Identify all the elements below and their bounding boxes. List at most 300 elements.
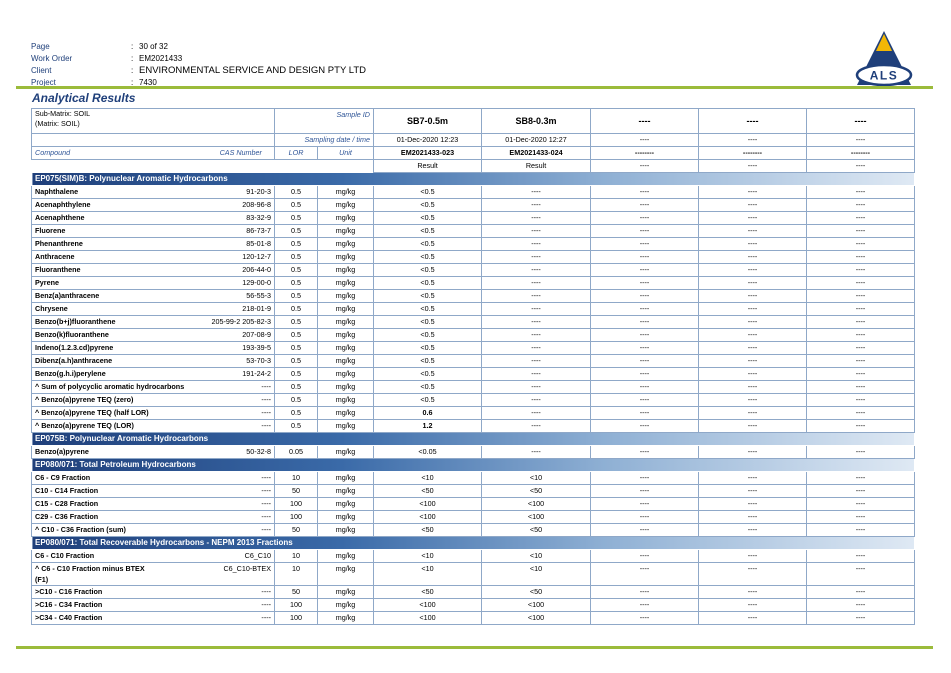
unit-value: mg/kg	[318, 290, 374, 303]
lor-value: 0.5	[275, 238, 318, 251]
result-value: 1.2	[374, 420, 482, 433]
result-value: ----	[699, 290, 807, 303]
analyte-name: Anthracene	[32, 251, 208, 264]
result-kind: Result	[374, 160, 482, 173]
result-value: ----	[482, 446, 591, 459]
cas-number: 85-01-8	[208, 238, 275, 251]
result-value: ----	[591, 599, 699, 612]
analyte-name: >C34 - C40 Fraction	[32, 612, 208, 625]
cas-number: ----	[208, 524, 275, 537]
lab-id: EM2021433-023	[374, 147, 482, 160]
result-value: ----	[699, 599, 807, 612]
lor-value: 0.5	[275, 199, 318, 212]
result-value: ----	[807, 316, 915, 329]
unit-value: mg/kg	[318, 511, 374, 524]
result-value: ----	[591, 524, 699, 537]
sub-matrix-label: Sub-Matrix: SOIL	[35, 109, 91, 118]
lor-value: 0.5	[275, 342, 318, 355]
lor-value: 50	[275, 586, 318, 599]
sample-id-label: Sample ID	[275, 109, 374, 134]
analyte-row	[32, 225, 915, 238]
logo-text: ALS	[869, 68, 899, 83]
cas-number: 191-24-2	[208, 368, 275, 381]
sub-matrix	[32, 109, 275, 134]
result-value: <50	[482, 586, 591, 599]
result-value: ----	[807, 420, 915, 433]
result-value: <100	[374, 599, 482, 612]
unit-value: mg/kg	[318, 316, 374, 329]
result-value: ----	[482, 186, 591, 199]
result-value: ----	[699, 342, 807, 355]
result-value: <10	[374, 563, 482, 586]
result-value: ----	[807, 264, 915, 277]
analyte-row	[32, 498, 915, 511]
lab-id: --------	[699, 147, 807, 160]
unit-value: mg/kg	[318, 225, 374, 238]
cas-number: ----	[208, 381, 275, 394]
results-table	[31, 108, 915, 625]
work-order-label: Work Order	[31, 53, 73, 63]
result-value: ----	[807, 199, 915, 212]
result-value: <0.5	[374, 381, 482, 394]
result-value: ----	[699, 472, 807, 485]
analyte-name: C6 - C10 Fraction	[32, 550, 208, 563]
result-value: ----	[699, 329, 807, 342]
lor-value: 0.5	[275, 368, 318, 381]
lor-value: 0.5	[275, 264, 318, 277]
result-value: ----	[482, 355, 591, 368]
unit-value: mg/kg	[318, 485, 374, 498]
result-value: <0.5	[374, 251, 482, 264]
result-value: ----	[807, 238, 915, 251]
result-value: ----	[591, 212, 699, 225]
sample-date: ----	[591, 134, 699, 147]
cas-number: C6_C10	[208, 550, 275, 563]
analyte-name: ^ Sum of polycyclic aromatic hydrocarbons	[32, 381, 208, 394]
report-header: Page : 30 of 32 Work Order : EM2021433 Client : ENVIRONMENTAL SERVICE AND DESIGN PTY LTD Project : 7430	[31, 41, 366, 87]
cas-number: 193-39-5	[208, 342, 275, 355]
cas-number: ----	[208, 511, 275, 524]
result-value: ----	[591, 485, 699, 498]
result-value: ----	[591, 563, 699, 586]
result-value: ----	[482, 342, 591, 355]
analyte-name: Fluoranthene	[32, 264, 208, 277]
cas-number: 218-01-9	[208, 303, 275, 316]
work-order-value: EM2021433	[139, 53, 183, 63]
analyte-row	[32, 368, 915, 381]
lor-value: 100	[275, 511, 318, 524]
result-value: ----	[807, 329, 915, 342]
result-value: <50	[482, 524, 591, 537]
result-value: ----	[699, 446, 807, 459]
result-value: <50	[374, 524, 482, 537]
lor-value: 0.5	[275, 225, 318, 238]
result-value: ----	[482, 381, 591, 394]
analyte-row	[32, 407, 915, 420]
result-value: <10	[374, 550, 482, 563]
analyte-row	[32, 446, 915, 459]
client-label: Client	[31, 65, 52, 75]
result-value: <100	[482, 612, 591, 625]
result-value: <0.5	[374, 277, 482, 290]
unit-value: mg/kg	[318, 186, 374, 199]
result-value: <100	[374, 612, 482, 625]
cas-number: 83-32-9	[208, 212, 275, 225]
cas-number: ----	[208, 498, 275, 511]
result-value: <10	[482, 472, 591, 485]
result-value: ----	[699, 511, 807, 524]
analyte-name: Phenanthrene	[32, 238, 208, 251]
result-value: ----	[591, 186, 699, 199]
analyte-name-line: ^ C6 - C10 Fraction minus BTEX	[35, 564, 145, 573]
result-value: <0.5	[374, 199, 482, 212]
result-kind: ----	[699, 160, 807, 173]
analyte-row	[32, 290, 915, 303]
result-value: <0.5	[374, 186, 482, 199]
section-header	[32, 173, 915, 186]
cas-number: ----	[208, 407, 275, 420]
result-value: ----	[807, 212, 915, 225]
analyte-row	[32, 394, 915, 407]
unit-label: Unit	[318, 147, 374, 160]
cas-number: ----	[208, 485, 275, 498]
result-value: ----	[591, 511, 699, 524]
sample-id: SB7-0.5m	[374, 109, 482, 134]
result-value: ----	[591, 290, 699, 303]
analyte-row	[32, 329, 915, 342]
sampling-label: Sampling date / time	[275, 134, 374, 147]
analyte-row	[32, 303, 915, 316]
analyte-row	[32, 355, 915, 368]
lor-value: 50	[275, 524, 318, 537]
result-value: ----	[591, 316, 699, 329]
result-value: ----	[482, 251, 591, 264]
unit-value: mg/kg	[318, 472, 374, 485]
cas-number: ----	[208, 612, 275, 625]
lor-value: 100	[275, 498, 318, 511]
cas-number: 86-73-7	[208, 225, 275, 238]
section-title: EP080/071: Total Petroleum Hydrocarbons	[32, 459, 915, 472]
cas-number: C6_C10-BTEX	[208, 563, 275, 586]
cas-number: 129-00-0	[208, 277, 275, 290]
lor-value: 50	[275, 485, 318, 498]
cas-number: 50-32-8	[208, 446, 275, 459]
analyte-row	[32, 599, 915, 612]
result-kind-row	[32, 160, 915, 173]
result-value: ----	[699, 355, 807, 368]
result-value: ----	[699, 407, 807, 420]
unit-value: mg/kg	[318, 303, 374, 316]
result-value: <100	[482, 599, 591, 612]
analyte-name: ^ Benzo(a)pyrene TEQ (zero)	[32, 394, 208, 407]
unit-value: mg/kg	[318, 394, 374, 407]
result-value: ----	[807, 303, 915, 316]
result-value: ----	[482, 199, 591, 212]
result-value: ----	[591, 251, 699, 264]
analyte-row	[32, 186, 915, 199]
lor-value: 0.5	[275, 277, 318, 290]
unit-value: mg/kg	[318, 407, 374, 420]
lor-value: 0.5	[275, 394, 318, 407]
page-label: Page	[31, 41, 50, 51]
result-value: <100	[482, 498, 591, 511]
result-value: ----	[699, 251, 807, 264]
section-title: EP075(SIM)B: Polynuclear Aromatic Hydrocarbons	[32, 173, 915, 186]
compound-label: Compound	[32, 147, 208, 160]
result-value: ----	[591, 394, 699, 407]
analyte-row	[32, 524, 915, 537]
result-value: ----	[807, 511, 915, 524]
lor-value: 10	[275, 550, 318, 563]
result-value: <100	[374, 511, 482, 524]
result-value: <0.5	[374, 368, 482, 381]
unit-value: mg/kg	[318, 446, 374, 459]
result-value: ----	[807, 251, 915, 264]
result-value: <10	[374, 472, 482, 485]
result-value: ----	[591, 342, 699, 355]
analyte-name: Benzo(g.h.i)perylene	[32, 368, 208, 381]
analyte-row	[32, 212, 915, 225]
result-value: ----	[482, 238, 591, 251]
result-value: ----	[482, 420, 591, 433]
result-value: ----	[482, 316, 591, 329]
result-value: ----	[699, 550, 807, 563]
section-title: EP075B: Polynuclear Aromatic Hydrocarbons	[32, 433, 915, 446]
result-value: ----	[591, 199, 699, 212]
result-value: ----	[591, 498, 699, 511]
analyte-name: >C16 - C34 Fraction	[32, 599, 208, 612]
cas-number: 206-44-0	[208, 264, 275, 277]
analyte-row	[32, 199, 915, 212]
client-value: ENVIRONMENTAL SERVICE AND DESIGN PTY LTD	[139, 64, 366, 76]
analyte-name: Benzo(k)fluoranthene	[32, 329, 208, 342]
page-value: 30 of 32	[139, 41, 168, 51]
analyte-row	[32, 251, 915, 264]
section-title: EP080/071: Total Recoverable Hydrocarbons - NEPM 2013 Fractions	[32, 537, 915, 550]
unit-value: mg/kg	[318, 355, 374, 368]
result-value: ----	[807, 599, 915, 612]
bottom-rule	[16, 646, 933, 649]
result-value: ----	[591, 381, 699, 394]
lor-value: 0.5	[275, 212, 318, 225]
result-value: ----	[482, 290, 591, 303]
result-value: <50	[374, 485, 482, 498]
result-value: ----	[699, 381, 807, 394]
unit-value: mg/kg	[318, 498, 374, 511]
result-value: ----	[591, 264, 699, 277]
analyte-name: Naphthalene	[32, 186, 208, 199]
blank	[32, 160, 374, 173]
result-value: ----	[807, 290, 915, 303]
sample-id: ----	[807, 109, 915, 134]
lor-value: 0.5	[275, 316, 318, 329]
analyte-row	[32, 472, 915, 485]
result-value: <10	[482, 550, 591, 563]
lor-value: 0.05	[275, 446, 318, 459]
analyte-name: ^ C10 - C36 Fraction (sum)	[32, 524, 208, 537]
result-value: <0.5	[374, 342, 482, 355]
result-value: <0.5	[374, 329, 482, 342]
sample-id: SB8-0.3m	[482, 109, 591, 134]
result-kind: Result	[482, 160, 591, 173]
sample-id: ----	[591, 109, 699, 134]
result-value: ----	[591, 586, 699, 599]
analyte-name: Benzo(b+j)fluoranthene	[32, 316, 208, 329]
result-value: ----	[807, 563, 915, 586]
unit-value: mg/kg	[318, 524, 374, 537]
result-value: ----	[807, 612, 915, 625]
result-kind: ----	[807, 160, 915, 173]
matrix-label: (Matrix: SOIL)	[35, 119, 80, 128]
section-header	[32, 537, 915, 550]
result-value: ----	[482, 277, 591, 290]
result-value: ----	[807, 381, 915, 394]
cas-number: 56-55-3	[208, 290, 275, 303]
result-value: <50	[374, 586, 482, 599]
analyte-name: Benzo(a)pyrene	[32, 446, 208, 459]
sample-date: 01-Dec-2020 12:23	[374, 134, 482, 147]
analyte-name	[32, 563, 208, 586]
result-value: <0.5	[374, 264, 482, 277]
lor-value: 0.5	[275, 407, 318, 420]
result-value: ----	[482, 225, 591, 238]
page-title: Analytical Results	[32, 91, 136, 105]
analyte-row	[32, 563, 915, 586]
result-value: ----	[807, 550, 915, 563]
result-value: ----	[482, 394, 591, 407]
section-header	[32, 459, 915, 472]
analyte-name: ^ Benzo(a)pyrene TEQ (half LOR)	[32, 407, 208, 420]
result-value: ----	[807, 342, 915, 355]
lor-value: 0.5	[275, 303, 318, 316]
unit-value: mg/kg	[318, 238, 374, 251]
cas-label: CAS Number	[208, 147, 275, 160]
analyte-name: ^ Benzo(a)pyrene TEQ (LOR)	[32, 420, 208, 433]
cas-number: 91-20-3	[208, 186, 275, 199]
unit-value: mg/kg	[318, 368, 374, 381]
result-value: <0.5	[374, 225, 482, 238]
blank	[32, 134, 275, 147]
cas-number: ----	[208, 420, 275, 433]
analyte-name: Indeno(1.2.3.cd)pyrene	[32, 342, 208, 355]
result-value: ----	[699, 524, 807, 537]
result-value: ----	[807, 586, 915, 599]
analyte-name: Acenaphthylene	[32, 199, 208, 212]
result-value: ----	[591, 407, 699, 420]
lab-id: --------	[807, 147, 915, 160]
analyte-row	[32, 342, 915, 355]
result-value: ----	[807, 407, 915, 420]
analyte-name: C29 - C36 Fraction	[32, 511, 208, 524]
analyte-name: Benz(a)anthracene	[32, 290, 208, 303]
result-value: <0.5	[374, 238, 482, 251]
unit-value: mg/kg	[318, 381, 374, 394]
lor-label: LOR	[275, 147, 318, 160]
lor-value: 10	[275, 563, 318, 586]
result-value: ----	[699, 264, 807, 277]
result-value: <0.5	[374, 212, 482, 225]
analyte-row	[32, 511, 915, 524]
result-value: ----	[699, 212, 807, 225]
result-value: <100	[482, 511, 591, 524]
unit-value: mg/kg	[318, 586, 374, 599]
result-value: ----	[591, 303, 699, 316]
result-value: ----	[699, 563, 807, 586]
result-value: ----	[591, 329, 699, 342]
result-value: 0.6	[374, 407, 482, 420]
lor-value: 0.5	[275, 329, 318, 342]
result-value: <10	[482, 563, 591, 586]
unit-value: mg/kg	[318, 264, 374, 277]
result-value: ----	[699, 394, 807, 407]
lor-value: 0.5	[275, 251, 318, 264]
result-value: ----	[699, 420, 807, 433]
result-value: ----	[699, 199, 807, 212]
result-kind: ----	[591, 160, 699, 173]
als-logo	[853, 28, 915, 88]
result-value: ----	[699, 498, 807, 511]
analyte-row	[32, 550, 915, 563]
unit-value: mg/kg	[318, 277, 374, 290]
result-value: ----	[807, 355, 915, 368]
result-value: ----	[591, 550, 699, 563]
unit-value: mg/kg	[318, 420, 374, 433]
result-value: ----	[699, 586, 807, 599]
analyte-row	[32, 381, 915, 394]
result-value: ----	[807, 446, 915, 459]
result-value: <0.5	[374, 394, 482, 407]
project-value: 7430	[139, 77, 157, 87]
sampling-date-row	[32, 134, 915, 147]
sample-date: ----	[699, 134, 807, 147]
cas-number: ----	[208, 394, 275, 407]
analyte-name: C10 - C14 Fraction	[32, 485, 208, 498]
result-value: ----	[807, 225, 915, 238]
analyte-row	[32, 420, 915, 433]
result-value: ----	[591, 225, 699, 238]
cas-number: 205-99-2 205-82-3	[208, 316, 275, 329]
cas-number: 208-96-8	[208, 199, 275, 212]
analyte-name-line2: (F1)	[35, 575, 49, 584]
result-value: ----	[482, 329, 591, 342]
unit-value: mg/kg	[318, 251, 374, 264]
result-value: ----	[482, 264, 591, 277]
analyte-name: >C10 - C16 Fraction	[32, 586, 208, 599]
cas-number: 120-12-7	[208, 251, 275, 264]
result-value: ----	[807, 277, 915, 290]
result-value: ----	[699, 238, 807, 251]
cas-number: ----	[208, 586, 275, 599]
analyte-row	[32, 485, 915, 498]
result-value: <0.5	[374, 355, 482, 368]
result-value: ----	[699, 316, 807, 329]
result-value: ----	[591, 446, 699, 459]
lor-value: 0.5	[275, 381, 318, 394]
cas-number: ----	[208, 472, 275, 485]
lor-value: 0.5	[275, 290, 318, 303]
unit-value: mg/kg	[318, 550, 374, 563]
result-value: ----	[699, 612, 807, 625]
analyte-row	[32, 316, 915, 329]
sample-id: ----	[699, 109, 807, 134]
analyte-row	[32, 586, 915, 599]
analyte-name: C6 - C9 Fraction	[32, 472, 208, 485]
result-value: <100	[374, 498, 482, 511]
result-value: ----	[591, 277, 699, 290]
result-value: ----	[807, 472, 915, 485]
unit-value: mg/kg	[318, 342, 374, 355]
result-value: ----	[482, 368, 591, 381]
